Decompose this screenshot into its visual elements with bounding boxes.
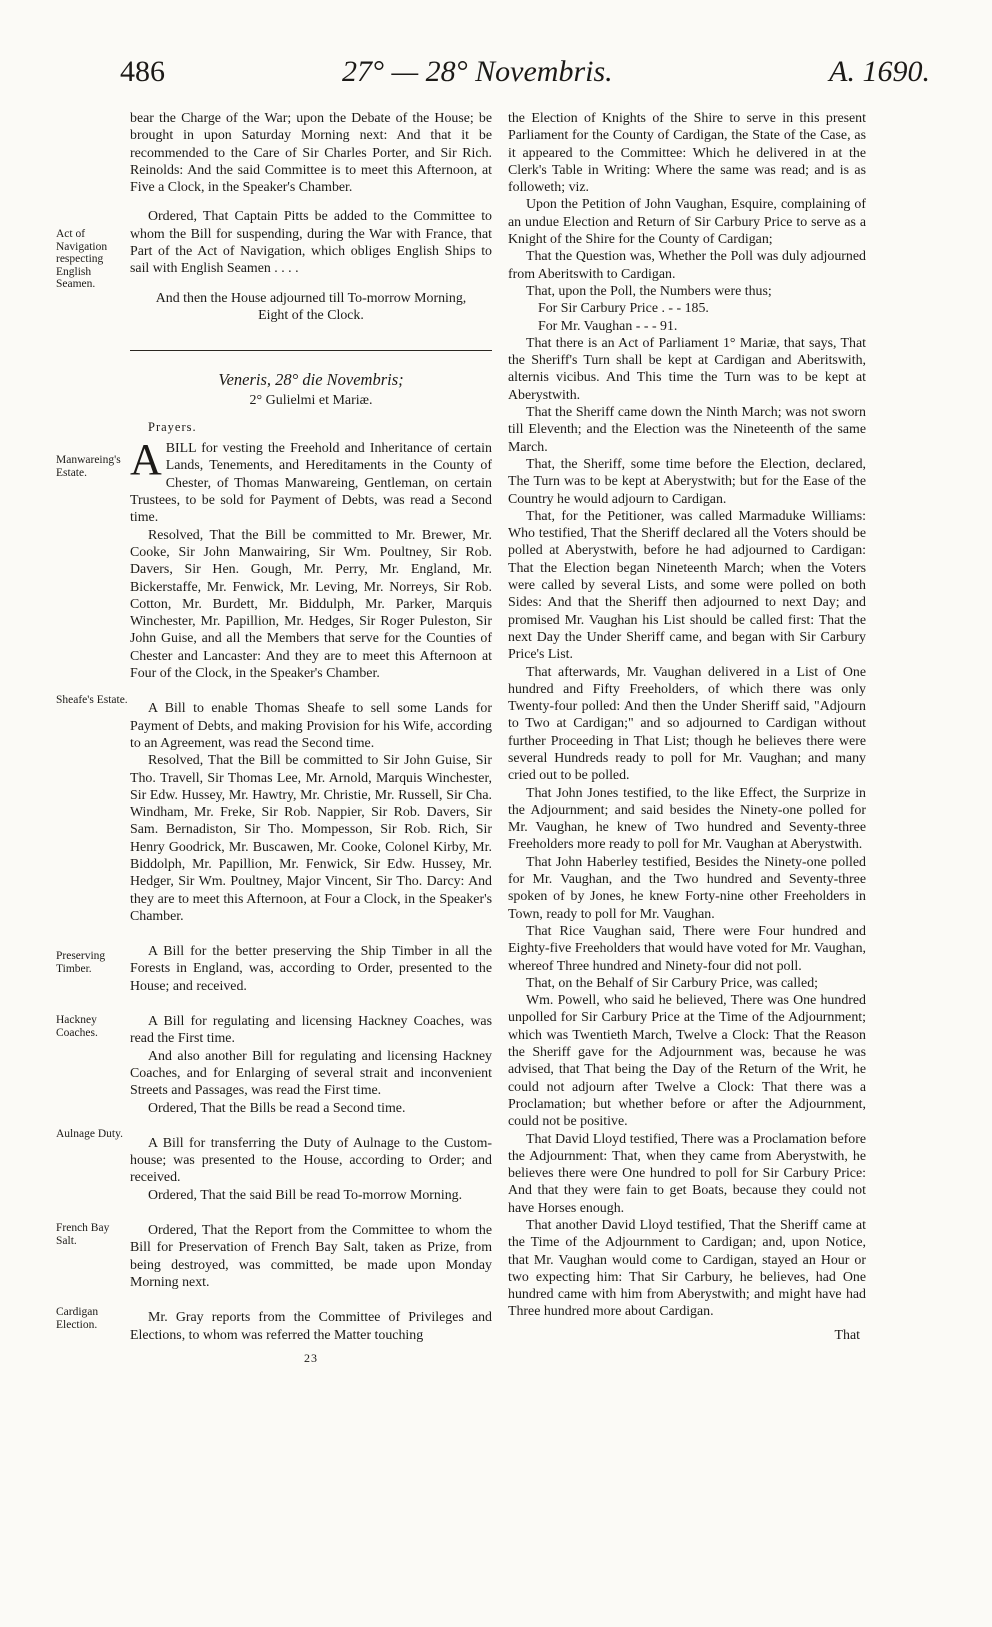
paragraph: Upon the Petition of John Vaughan, Esquire, complaining of an undue Election and Return of Sir Carbury Price to serve as a Knight of the Shire for the County of Cardigan; [508,197,866,248]
paragraph: That John Jones testified, to the like Effect, the Surprize in the Adjournment; and said besides the Ninety-one polled for Mr. Vaughan, he knew of Two hundred and Seventy-three Freeholders more ready to poll for Mr. Vaughan at Aberystwith. [508,785,866,853]
catchword: That [834,1327,860,1343]
running-header [120,55,930,99]
paragraph: Mr. Gray reports from the Committee of Privileges and Elections, to whom was referred the Matter touching [130,1310,492,1343]
margin-note-timber: Preserving Timber. [56,950,106,975]
drop-cap: A [130,435,162,485]
paragraph: Wm. Powell, who said he believed, There was One hundred unpolled for Sir Carbury Price at the Time of the Adjournment; which was Twentieth March, Twelve a Clock: That the Reason the Sheriff gave for the Adjournment was, because he was advised, that That being the Day of the Return of the Writ, he could not adjourn after Twelve a Clock: That there was a Proclamation; but whether before or after the Adjournment, could not be positive. [508,993,866,1130]
paragraph: Ordered, That the said Bill be read To-morrow Morning. [148,1187,463,1203]
paragraph: That, on the Behalf of Sir Carbury Price, was called; [526,975,819,991]
paragraph: Resolved, That the Bill be committed to Sir John Guise, Sir Tho. Travell, Sir Thomas Lee, Mr. Arnold, Marquis Winchester, Sir Edw. Hussey, Mr. Hawtry, Mr. Christie, Mr. Russell, Sir Cha. Windham, Mr. Freke, Sir Rob. Nappier, Sir Rob. Davers, Sir Sam. Bernadiston, Sir Tho. Mompesson, Sir Rob. Rich, Sir Henry Goodrick, Mr. Buscawen, Mr. Cooke, Colonel Kirby, Mr. Biddolph, Mr. Papillion, Mr. Fenwick, Sir Edw. Hussey, Mr. Hedger, Sir Wm. Poultney, Major Vincent, Sir Tho. Darcy: And they are to meet this Afternoon, at Four a Clock, in the Speaker's Chamber. [130,753,492,924]
paragraph: A Bill for transferring the Duty of Aulnage to the Custom-house; was presented to the House, according to Order; and received. [130,1135,492,1186]
margin-note-hackney: Hackney Coaches. [56,1014,98,1039]
paragraph: That the Sheriff came down the Ninth March; was not sworn till Eleventh; and the Election was the Nineteenth of the same March. [508,405,866,455]
paragraph: That Rice Vaughan said, There were Four hundred and Eighty-five Freeholders that would have voted for Mr. Vaughan, whereof Three hundred and Ninety-four did not poll. [508,923,866,974]
prayers-heading: Prayers. [148,419,197,434]
margin-note-sheafe: Sheafe's Estate. [56,694,128,706]
paragraph [130,435,492,526]
margin-note-aulnage: Aulnage Duty. [56,1128,123,1140]
paragraph: Resolved, That the Bill be committed to Mr. Brewer, Mr. Cooke, Sir John Manwairing, Sir Wm. Poultney, Sir Rob. Davers, Sir Hen. Gough, Mr. Perry, Mr. England, Mr. Bickerstaffe, Mr. Fenwick, Mr. Leving, Mr. Norreys, Sir Rob. Cotton, Mr. Burdett, Mr. Biddulph, Mr. Parker, Marquis Winchester, Mr. Papillion, Mr. Hedges, Sir Roger Puleston, Sir John Guise, and all the Members that serve for the Counties of Chester and Lancaster: And they are to meet this Afternoon at Four of the Clock, in the Speaker's Chamber. [130,527,492,682]
paragraph: Ordered, That Captain Pitts be added to the Committee to whom the Bill for suspending, during the War with France, that Part of the Act of Navigation, which obliges English Ships to sail with English Seamen . . . . [130,209,492,277]
left-column [130,110,492,1367]
page-number: 486 [120,55,165,88]
paragraph: Ordered, That the Bills be read a Second time. [148,1100,406,1116]
paragraph: Ordered, That the Report from the Committee to whom the Bill for Preservation of French Bay Salt, taken as Prize, from being destroyed, was committed, be made upon Monday Morning next. [130,1223,492,1290]
reign-heading: 2° Gulielmi et Mariæ. [249,392,373,408]
paragraph: And also another Bill for regulating and licensing Hackney Coaches, and for Enlarging of several strait and inconvenient Streets and Passages, was read the First time. [130,1048,492,1099]
header-year: A. 1690. [829,55,930,88]
margin-note-cardigan: Cardigan Election. [56,1306,99,1331]
paragraph: That David Lloyd testified, There was a Proclamation before the Adjournment: That, when they came from Aberystwith, he believes there were One hundred to poll for Sir Carbury Price: And that they were fain to get Boats, because they could not have Horses enough. [508,1131,866,1216]
paragraph: That there is an Act of Parliament 1° Mariæ, that says, That the Sheriff's Turn shall be kept at Cardigan and Aberitswith, alternis vicibus. And This time the Turn was to be kept at Aberystwith. [508,335,866,403]
paragraph-text: BILL for vesting the Freehold and Inheritance of certain Lands, Tenements, and Hereditaments in the County of Chester, of Thomas Manwareing, Gentleman, on certain Trustees, to be sold for Payment of Debts, was read a Second time. [130,441,492,526]
paragraph: That the Question was, Whether the Poll was duly adjourned from Aberitswith to Cardigan. [508,249,866,282]
paragraph: That another David Lloyd testified, That the Sheriff came at the Time of the Adjournment to Cardigan; and, upon Notice, that Mr. Vaughan would come to Cardigan, stayed an Hour or two expecting him: That Sir Carbury, he believes, had One hundred came with him from Aberystwith; and might have had Three hundred more about Cardigan. [508,1218,866,1320]
paragraph: That John Haberley testified, Besides the Ninety-one polled for Mr. Vaughan, and the Two hundred and Seventy-three spoken of by Jones, he knew Forty-nine other Freeholders in Town, ready to poll for Mr. Vaughan. [508,854,866,922]
margin-note-bay-salt: French Bay Salt. [56,1222,110,1247]
paragraph: That afterwards, Mr. Vaughan delivered in a List of One hundred and Fifty Freeholders, of which there was only Twenty-four polled: And then the Under Sheriff said, "Adjourn to Two at Cardigan;" and so adjourned to Cardigan without further Proceeding in That List; though he believes there were several Hundreds ready to poll for Mr. Vaughan; and many cried out to be polled. [508,664,866,784]
paragraph: A Bill to enable Thomas Sheafe to sell some Lands for Payment of Debts, and making Provision for his Wife, according to an Agreement, was read the Second time. [130,701,492,751]
header-date: 27° — 28° Novembris. [342,55,613,88]
margin-note-navigation: Act of Navigation respecting English Seamen. [56,228,108,290]
paragraph: That, upon the Poll, the Numbers were thus; [526,283,772,299]
paragraph: bear the Charge of the War; upon the Debate of the House; be brought in upon Saturday Morning next: And that it be recommended to the Care of Sir Charles Porter, and Sir Rich. Reinolds: And the said Committee is to meet this Afternoon, at Five a Clock, in the Speaker's Chamber. [130,111,492,196]
poll-line: For Mr. Vaughan - - - 91. [538,318,678,334]
paragraph: A Bill for the better preserving the Ship Timber in all the Forests in England, was, according to Order, presented to the House; and received. [130,944,492,994]
paragraph: That, the Sheriff, some time before the Election, declared, The Turn was to be kept at Aberystwith; but for the Ease of the Country he would adjourn to Cardigan. [508,456,866,507]
signature-mark: 23 [304,1350,318,1365]
paragraph: That, for the Petitioner, was called Marmaduke Williams: Who testified, That the Sheriff declared all the Voters should be polled at Aberystwith, before he had adjourned to Cardigan: That the Election began Nineteenth March; when the Voters were called by several Lists, and some were polled on both Sides: And that the Sheriff then adjourned to next Day; and promised Mr. Vaughan his List should be called first: That the next Day the Under Sheriff came, and began with Sir Carbury Price's List. [508,508,866,663]
margin-note-manwareing: Manwareing's Estate. [56,454,121,479]
right-column [508,110,866,1344]
poll-line: For Sir Carbury Price . - - 185. [538,301,709,317]
day-heading: Veneris, 28° die Novembris; [218,370,404,390]
paragraph: A Bill for regulating and licensing Hackney Coaches, was read the First time. [130,1014,492,1047]
paragraph: the Election of Knights of the Shire to serve in this present Parliament for the County of Cardigan, the State of the Case, as it appeared to the Committee: Which he delivered in at the Clerk's Table in Writing: Where the same was read; and is as followeth; viz. [508,111,866,196]
adjournment-note: And then the House adjourned till To-morrow Morning, Eight of the Clock. [155,290,467,323]
section-rule [130,350,492,351]
